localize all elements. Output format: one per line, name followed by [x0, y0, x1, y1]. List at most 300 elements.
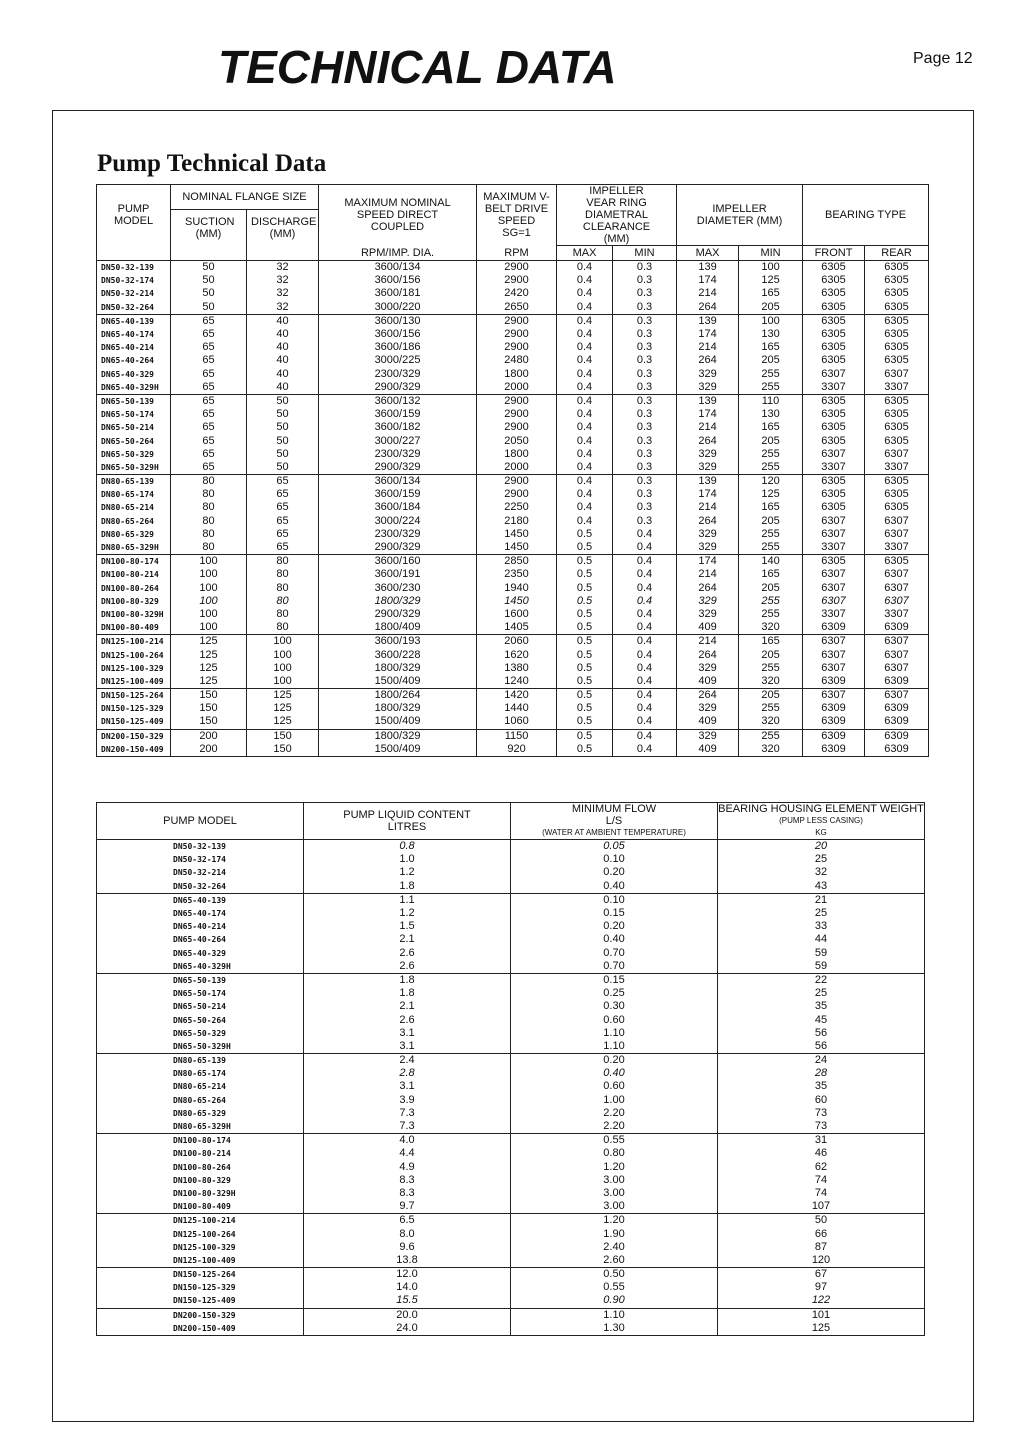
- cell-model: DN150-125-409: [97, 715, 171, 729]
- cell-bearing-rear: 6307: [865, 689, 929, 703]
- cell-diameter-min: 320: [739, 715, 803, 729]
- cell-discharge: 32: [247, 261, 319, 275]
- cell-clearance-max: 0.5: [557, 648, 613, 661]
- cell-model: DN50-32-174: [97, 853, 304, 866]
- cell-max-speed: 3600/134: [319, 261, 477, 275]
- cell-clearance-max: 0.5: [557, 621, 613, 635]
- cell-minimum-flow: 1.10: [511, 1308, 718, 1322]
- table-row: [97, 582, 929, 595]
- cell-minimum-flow: 1.20: [511, 1214, 718, 1228]
- cell-vbelt-speed: 1620: [477, 648, 557, 661]
- cell-clearance-max: 0.5: [557, 595, 613, 608]
- cell-diameter-min: 165: [739, 635, 803, 649]
- cell-element-weight: 25: [718, 987, 925, 1000]
- cell-element-weight: 35: [718, 1080, 925, 1093]
- table-row: [97, 261, 929, 275]
- cell-minimum-flow: 0.20: [511, 1054, 718, 1068]
- cell-element-weight: 22: [718, 973, 925, 987]
- cell-suction: 65: [171, 354, 247, 367]
- cell-discharge: 32: [247, 274, 319, 287]
- section-title: Pump Technical Data: [97, 150, 327, 177]
- cell-discharge: 32: [247, 287, 319, 300]
- cell-bearing-front: 6305: [803, 274, 865, 287]
- cell-model: DN50-32-139: [97, 840, 304, 854]
- cell-diameter-min: 165: [739, 341, 803, 354]
- cell-vbelt-speed: 2000: [477, 381, 557, 395]
- cell-element-weight: 24: [718, 1054, 925, 1068]
- cell-diameter-max: 264: [677, 689, 739, 703]
- cell-discharge: 65: [247, 475, 319, 489]
- cell-max-speed: 3600/159: [319, 408, 477, 421]
- cell-model: DN80-65-329H: [97, 1120, 304, 1134]
- cell-clearance-min: 0.4: [613, 729, 677, 743]
- pump-content-flow-weight-table: [96, 802, 925, 1336]
- document-title: TECHNICAL DATA: [218, 41, 617, 93]
- cell-bearing-front: 6305: [803, 394, 865, 408]
- cell-vbelt-speed: 2900: [477, 394, 557, 408]
- table-row: [97, 1000, 925, 1013]
- cell-max-speed: 1800/329: [319, 729, 477, 743]
- cell-liquid-content: 3.1: [304, 1027, 511, 1040]
- cell-clearance-min: 0.3: [613, 354, 677, 367]
- cell-suction: 80: [171, 541, 247, 555]
- cell-vbelt-speed: 1450: [477, 595, 557, 608]
- cell-model: DN50-32-214: [97, 287, 171, 300]
- cell-suction: 100: [171, 582, 247, 595]
- cell-vbelt-speed: 2900: [477, 314, 557, 328]
- cell-liquid-content: 8.0: [304, 1227, 511, 1240]
- cell-clearance-max: 0.5: [557, 715, 613, 729]
- cell-bearing-rear: 6305: [865, 434, 929, 447]
- cell-diameter-min: 130: [739, 328, 803, 341]
- cell-element-weight: 25: [718, 853, 925, 866]
- cell-model: DN80-65-329: [97, 1107, 304, 1120]
- cell-bearing-rear: 6305: [865, 354, 929, 367]
- cell-vbelt-speed: 2900: [477, 328, 557, 341]
- cell-discharge: 40: [247, 381, 319, 395]
- cell-bearing-front: 3307: [803, 381, 865, 395]
- header-suction: SUCTION (MM): [171, 210, 247, 246]
- cell-clearance-min: 0.4: [613, 635, 677, 649]
- cell-vbelt-speed: 1450: [477, 528, 557, 541]
- table-row: [97, 541, 929, 555]
- cell-diameter-min: 320: [739, 621, 803, 635]
- cell-max-speed: 1500/409: [319, 675, 477, 689]
- table-row: [97, 421, 929, 434]
- cell-bearing-rear: 6307: [865, 662, 929, 675]
- cell-model: DN125-100-409: [97, 1254, 304, 1268]
- cell-bearing-rear: 6309: [865, 621, 929, 635]
- cell-bearing-rear: 6307: [865, 582, 929, 595]
- cell-diameter-min: 205: [739, 434, 803, 447]
- cell-liquid-content: 3.1: [304, 1080, 511, 1093]
- cell-discharge: 80: [247, 582, 319, 595]
- cell-model: DN100-80-409: [97, 1200, 304, 1214]
- cell-liquid-content: 4.9: [304, 1161, 511, 1174]
- cell-discharge: 40: [247, 314, 319, 328]
- header-diameter-min: MIN: [739, 246, 803, 261]
- cell-clearance-max: 0.5: [557, 528, 613, 541]
- cell-model: DN65-40-139: [97, 893, 304, 907]
- cell-liquid-content: 2.1: [304, 1000, 511, 1013]
- cell-clearance-max: 0.5: [557, 729, 613, 743]
- cell-element-weight: 107: [718, 1200, 925, 1214]
- cell-suction: 125: [171, 675, 247, 689]
- table-row: [97, 488, 929, 501]
- table-row: [97, 1054, 925, 1068]
- cell-diameter-max: 409: [677, 743, 739, 757]
- cell-bearing-rear: 6305: [865, 287, 929, 300]
- cell-clearance-min: 0.3: [613, 421, 677, 434]
- table-row: [97, 354, 929, 367]
- cell-diameter-min: 140: [739, 555, 803, 569]
- cell-element-weight: 56: [718, 1040, 925, 1054]
- cell-model: DN100-80-214: [97, 568, 171, 581]
- table-row: [97, 1161, 925, 1174]
- cell-element-weight: 125: [718, 1322, 925, 1336]
- table-row: [97, 394, 929, 408]
- cell-max-speed: 3000/220: [319, 301, 477, 315]
- pump-technical-data-body: [97, 261, 929, 757]
- cell-model: DN50-32-139: [97, 261, 171, 275]
- cell-discharge: 50: [247, 421, 319, 434]
- cell-bearing-front: 6305: [803, 328, 865, 341]
- cell-bearing-rear: 6309: [865, 702, 929, 715]
- cell-clearance-min: 0.4: [613, 743, 677, 757]
- cell-discharge: 125: [247, 715, 319, 729]
- cell-clearance-min: 0.3: [613, 381, 677, 395]
- cell-bearing-rear: 6307: [865, 368, 929, 381]
- cell-diameter-max: 264: [677, 582, 739, 595]
- table-row: [97, 448, 929, 461]
- cell-minimum-flow: 2.60: [511, 1254, 718, 1268]
- cell-diameter-max: 329: [677, 368, 739, 381]
- cell-suction: 65: [171, 328, 247, 341]
- cell-vbelt-speed: 2900: [477, 488, 557, 501]
- cell-diameter-max: 174: [677, 328, 739, 341]
- header-bearing-front: FRONT: [803, 246, 865, 261]
- cell-suction: 100: [171, 595, 247, 608]
- cell-bearing-front: 6309: [803, 675, 865, 689]
- cell-bearing-rear: 6305: [865, 341, 929, 354]
- table-row: [97, 555, 929, 569]
- cell-bearing-rear: 6305: [865, 301, 929, 315]
- cell-minimum-flow: 1.10: [511, 1040, 718, 1054]
- table-row: [97, 314, 929, 328]
- cell-clearance-min: 0.3: [613, 434, 677, 447]
- cell-discharge: 150: [247, 729, 319, 743]
- cell-model: DN80-65-139: [97, 1054, 304, 1068]
- table-row: [97, 461, 929, 475]
- cell-model: DN80-65-264: [97, 515, 171, 528]
- table-row: [97, 434, 929, 447]
- cell-diameter-min: 255: [739, 608, 803, 621]
- cell-clearance-max: 0.5: [557, 568, 613, 581]
- table-row: [97, 368, 929, 381]
- header-pump-model-cont: [97, 246, 171, 261]
- cell-max-speed: 1800/329: [319, 662, 477, 675]
- cell-model: DN125-100-214: [97, 635, 171, 649]
- cell-bearing-rear: 6307: [865, 648, 929, 661]
- cell-diameter-max: 329: [677, 528, 739, 541]
- cell-max-speed: 3600/193: [319, 635, 477, 649]
- cell-minimum-flow: 0.20: [511, 866, 718, 879]
- cell-model: DN200-150-409: [97, 1322, 304, 1336]
- table-row: [97, 743, 929, 757]
- cell-clearance-min: 0.4: [613, 715, 677, 729]
- cell-vbelt-speed: 1450: [477, 541, 557, 555]
- cell-diameter-min: 320: [739, 743, 803, 757]
- cell-liquid-content: 15.5: [304, 1294, 511, 1308]
- header-bearing-type: BEARING TYPE: [803, 185, 929, 246]
- cell-max-speed: 1500/409: [319, 743, 477, 757]
- cell-element-weight: 59: [718, 960, 925, 974]
- cell-model: DN100-80-174: [97, 555, 171, 569]
- table-row: [97, 1080, 925, 1093]
- cell-clearance-min: 0.4: [613, 541, 677, 555]
- cell-clearance-min: 0.4: [613, 595, 677, 608]
- cell-clearance-max: 0.5: [557, 689, 613, 703]
- cell-model: DN65-40-264: [97, 354, 171, 367]
- cell-max-speed: 2900/329: [319, 608, 477, 621]
- cell-diameter-max: 214: [677, 341, 739, 354]
- cell-model: DN200-150-329: [97, 1308, 304, 1322]
- table-row: [97, 635, 929, 649]
- cell-diameter-max: 174: [677, 555, 739, 569]
- cell-diameter-min: 255: [739, 448, 803, 461]
- cell-minimum-flow: 0.70: [511, 960, 718, 974]
- cell-element-weight: 74: [718, 1174, 925, 1187]
- cell-liquid-content: 0.8: [304, 840, 511, 854]
- cell-clearance-max: 0.4: [557, 354, 613, 367]
- cell-model: DN80-65-329: [97, 528, 171, 541]
- cell-model: DN65-50-139: [97, 394, 171, 408]
- cell-model: DN65-50-214: [97, 1000, 304, 1013]
- cell-diameter-max: 214: [677, 287, 739, 300]
- cell-model: DN65-50-264: [97, 1013, 304, 1026]
- cell-suction: 50: [171, 301, 247, 315]
- cell-max-speed: 3600/182: [319, 421, 477, 434]
- table-row: [97, 933, 925, 946]
- cell-model: DN65-50-264: [97, 434, 171, 447]
- table-row: [97, 1214, 925, 1228]
- cell-liquid-content: 3.9: [304, 1094, 511, 1107]
- cell-model: DN100-80-329: [97, 1174, 304, 1187]
- table-row: [97, 1013, 925, 1026]
- cell-max-speed: 3600/186: [319, 341, 477, 354]
- cell-clearance-max: 0.4: [557, 381, 613, 395]
- cell-discharge: 50: [247, 408, 319, 421]
- cell-minimum-flow: 0.60: [511, 1013, 718, 1026]
- cell-bearing-front: 6305: [803, 287, 865, 300]
- cell-diameter-max: 329: [677, 729, 739, 743]
- header-discharge: DISCHARGE (MM): [247, 210, 319, 246]
- table-row: [97, 515, 929, 528]
- cell-diameter-min: 255: [739, 662, 803, 675]
- cell-minimum-flow: 0.40: [511, 1067, 718, 1080]
- cell-max-speed: 3600/132: [319, 394, 477, 408]
- cell-suction: 80: [171, 475, 247, 489]
- cell-suction: 50: [171, 274, 247, 287]
- cell-diameter-min: 125: [739, 488, 803, 501]
- cell-vbelt-speed: 1440: [477, 702, 557, 715]
- cell-liquid-content: 2.6: [304, 960, 511, 974]
- cell-liquid-content: 2.4: [304, 1054, 511, 1068]
- cell-liquid-content: 8.3: [304, 1187, 511, 1200]
- cell-vbelt-speed: 2420: [477, 287, 557, 300]
- cell-vbelt-speed: 1380: [477, 662, 557, 675]
- cell-element-weight: 33: [718, 920, 925, 933]
- cell-minimum-flow: 2.20: [511, 1107, 718, 1120]
- cell-bearing-rear: 6305: [865, 408, 929, 421]
- cell-bearing-front: 6307: [803, 648, 865, 661]
- table-row: [97, 1107, 925, 1120]
- cell-diameter-max: 329: [677, 381, 739, 395]
- cell-diameter-min: 100: [739, 314, 803, 328]
- cell-clearance-max: 0.4: [557, 488, 613, 501]
- table-row: [97, 715, 929, 729]
- cell-minimum-flow: 1.10: [511, 1027, 718, 1040]
- cell-clearance-max: 0.4: [557, 368, 613, 381]
- table-row: [97, 662, 929, 675]
- header-diameter-max: MAX: [677, 246, 739, 261]
- table-row: [97, 528, 929, 541]
- cell-model: DN100-80-264: [97, 1161, 304, 1174]
- cell-discharge: 50: [247, 461, 319, 475]
- cell-bearing-front: 6307: [803, 368, 865, 381]
- cell-bearing-front: 6309: [803, 743, 865, 757]
- cell-suction: 80: [171, 528, 247, 541]
- cell-bearing-front: 6309: [803, 702, 865, 715]
- table-row: [97, 408, 929, 421]
- cell-clearance-min: 0.3: [613, 274, 677, 287]
- cell-clearance-max: 0.5: [557, 541, 613, 555]
- cell-bearing-rear: 6307: [865, 448, 929, 461]
- cell-diameter-max: 409: [677, 675, 739, 689]
- cell-clearance-max: 0.5: [557, 662, 613, 675]
- cell-clearance-min: 0.3: [613, 261, 677, 275]
- cell-suction: 200: [171, 729, 247, 743]
- header-suction-cont: [171, 246, 247, 261]
- table-row: [97, 947, 925, 960]
- cell-diameter-min: 110: [739, 394, 803, 408]
- cell-element-weight: 73: [718, 1107, 925, 1120]
- cell-model: DN65-40-329H: [97, 960, 304, 974]
- cell-clearance-max: 0.4: [557, 314, 613, 328]
- cell-discharge: 32: [247, 301, 319, 315]
- table-row: [97, 381, 929, 395]
- cell-max-speed: 3000/225: [319, 354, 477, 367]
- cell-element-weight: 120: [718, 1254, 925, 1268]
- cell-diameter-max: 174: [677, 408, 739, 421]
- cell-bearing-rear: 6307: [865, 595, 929, 608]
- cell-clearance-min: 0.3: [613, 475, 677, 489]
- cell-model: DN125-100-329: [97, 662, 171, 675]
- cell-model: DN100-80-409: [97, 621, 171, 635]
- cell-bearing-rear: 6309: [865, 715, 929, 729]
- cell-max-speed: 3000/227: [319, 434, 477, 447]
- cell-model: DN65-40-174: [97, 328, 171, 341]
- cell-bearing-front: 6307: [803, 448, 865, 461]
- cell-clearance-min: 0.3: [613, 408, 677, 421]
- cell-vbelt-speed: 1420: [477, 689, 557, 703]
- table-row: [97, 1027, 925, 1040]
- cell-max-speed: 3600/160: [319, 555, 477, 569]
- page-number: Page 12: [913, 50, 973, 67]
- cell-diameter-min: 205: [739, 582, 803, 595]
- cell-model: DN80-65-174: [97, 488, 171, 501]
- header2-liquid-content: PUMP LIQUID CONTENT LITRES: [304, 803, 511, 840]
- cell-bearing-front: 3307: [803, 461, 865, 475]
- cell-bearing-rear: 6305: [865, 261, 929, 275]
- cell-discharge: 100: [247, 648, 319, 661]
- header2-flow-title: MINIMUM FLOW: [571, 803, 657, 815]
- cell-model: DN65-40-139: [97, 314, 171, 328]
- pump-technical-data-table: [96, 184, 929, 757]
- table-row: [97, 1294, 925, 1308]
- cell-model: DN65-50-329H: [97, 461, 171, 475]
- cell-max-speed: 3600/156: [319, 274, 477, 287]
- cell-diameter-min: 205: [739, 515, 803, 528]
- table-row: [97, 973, 925, 987]
- cell-max-speed: 1500/409: [319, 715, 477, 729]
- cell-clearance-min: 0.4: [613, 528, 677, 541]
- cell-bearing-front: 6305: [803, 501, 865, 514]
- cell-max-speed: 3600/156: [319, 328, 477, 341]
- header-speed-unit: RPM/IMP. DIA.: [319, 246, 477, 261]
- cell-diameter-max: 139: [677, 475, 739, 489]
- cell-max-speed: 2900/329: [319, 461, 477, 475]
- cell-diameter-max: 264: [677, 301, 739, 315]
- table-row: [97, 595, 929, 608]
- table-row: [97, 1174, 925, 1187]
- cell-diameter-min: 320: [739, 675, 803, 689]
- cell-vbelt-speed: 2350: [477, 568, 557, 581]
- cell-diameter-max: 264: [677, 515, 739, 528]
- cell-liquid-content: 12.0: [304, 1268, 511, 1282]
- cell-bearing-rear: 6305: [865, 328, 929, 341]
- cell-model: DN100-80-329H: [97, 1187, 304, 1200]
- cell-bearing-rear: 6305: [865, 394, 929, 408]
- cell-clearance-min: 0.4: [613, 555, 677, 569]
- cell-suction: 80: [171, 515, 247, 528]
- cell-model: DN80-65-214: [97, 1080, 304, 1093]
- cell-vbelt-speed: 2250: [477, 501, 557, 514]
- table-row: [97, 689, 929, 703]
- cell-clearance-max: 0.5: [557, 635, 613, 649]
- table-row: [97, 675, 929, 689]
- cell-element-weight: 46: [718, 1147, 925, 1160]
- cell-clearance-min: 0.3: [613, 314, 677, 328]
- cell-liquid-content: 6.5: [304, 1214, 511, 1228]
- cell-model: DN125-100-214: [97, 1214, 304, 1228]
- cell-diameter-min: 205: [739, 301, 803, 315]
- cell-clearance-min: 0.4: [613, 582, 677, 595]
- cell-clearance-min: 0.3: [613, 515, 677, 528]
- cell-model: DN50-32-264: [97, 880, 304, 894]
- cell-minimum-flow: 0.25: [511, 987, 718, 1000]
- cell-bearing-front: 6305: [803, 555, 865, 569]
- cell-max-speed: 3600/181: [319, 287, 477, 300]
- cell-max-speed: 1800/409: [319, 621, 477, 635]
- cell-bearing-front: 6305: [803, 314, 865, 328]
- header2-weight: [718, 803, 925, 840]
- cell-max-speed: 1800/264: [319, 689, 477, 703]
- cell-liquid-content: 9.7: [304, 1200, 511, 1214]
- cell-model: DN80-65-174: [97, 1067, 304, 1080]
- cell-diameter-max: 264: [677, 434, 739, 447]
- cell-vbelt-speed: 1800: [477, 368, 557, 381]
